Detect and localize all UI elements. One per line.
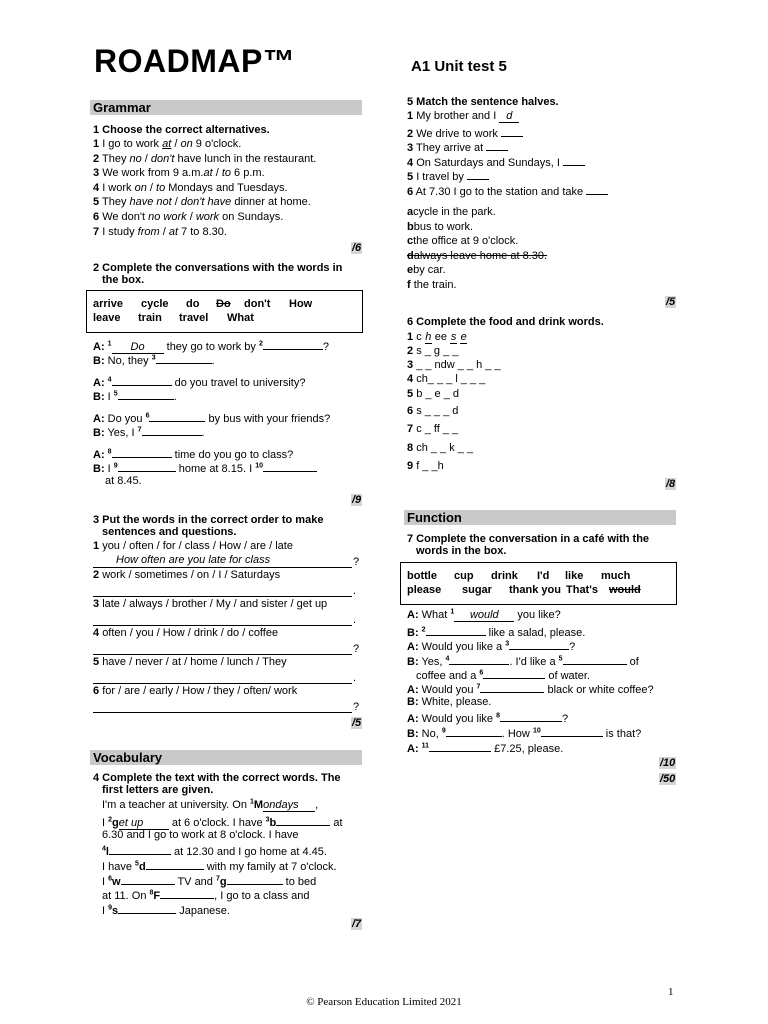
- ex5-answer-blank[interactable]: d: [499, 111, 519, 123]
- ex4-instruction-2: first letters are given.: [102, 784, 214, 796]
- answer-line: [93, 712, 352, 713]
- box-word: would: [609, 584, 641, 596]
- ex3-instruction-1: 3 Put the words in the correct order to make: [93, 514, 324, 526]
- ex7-line-6: A: Would you $^7$ black or white coffee?: [407, 681, 654, 697]
- answer-line: [93, 625, 352, 626]
- ex3-end-punct: ?: [353, 701, 360, 713]
- ex7-line-4: B: Yes, $^4$ . I'd like a $^5$ of: [407, 653, 639, 669]
- ex6-item: 6 s _ _ _ d: [407, 405, 459, 417]
- ex1-option-b[interactable]: work: [195, 211, 220, 223]
- answer-line: [93, 654, 352, 655]
- ex3-item: 6 for / are / early / How / they / often/ work: [93, 685, 298, 697]
- grammar-header: Grammar: [90, 100, 362, 115]
- ex3-end-punct: .: [353, 614, 357, 626]
- ex3-end-punct: ?: [353, 643, 360, 655]
- ex7-instruction-1: 7 Complete the conversation in a café with the: [407, 533, 650, 545]
- ex1-option-a[interactable]: at: [203, 167, 213, 180]
- ex5-item: 5 I travel by: [407, 168, 489, 184]
- answer-line: [93, 567, 352, 568]
- ex1-item: 1 I go to work at / on 9 o'clock.: [93, 138, 242, 150]
- ex3-end-punct: ?: [353, 556, 360, 568]
- ex7-line-1: A: What $^1$ would you like?: [407, 608, 561, 621]
- ex3-end-punct: .: [353, 672, 357, 684]
- ex6-item: 8 ch _ _ k _ _: [407, 442, 474, 454]
- ex7-line-10: A: $^{11}$ £7.25, please.: [407, 740, 563, 756]
- ex1-option-a[interactable]: on: [134, 181, 147, 194]
- ex4-line-1: I'm a teacher at university. On $^1$Mondays ,: [102, 798, 319, 811]
- ex2-instruction-2: the box.: [102, 274, 145, 286]
- ex5-option: eby car.: [407, 264, 446, 277]
- ex3-instruction-2: sentences and questions.: [102, 526, 237, 538]
- ex2-a1: A: $^1$ Do they go to work by $^2$ ?: [93, 338, 329, 354]
- function-header: Function: [404, 510, 676, 525]
- ex3-end-punct: .: [353, 585, 357, 597]
- ex7-line-2: B: $^2$ like a salad, please.: [407, 624, 585, 640]
- box-word: train: [138, 312, 162, 324]
- ex5-answer-blank[interactable]: [501, 125, 523, 137]
- vocabulary-header: Vocabulary: [90, 750, 362, 765]
- ex2-answer-1: Do: [112, 342, 164, 354]
- box-word: much: [601, 570, 631, 582]
- box-word: cup: [454, 570, 474, 582]
- ex1-option-b[interactable]: to: [156, 181, 166, 194]
- ex5-item: 2 We drive to work: [407, 125, 523, 141]
- ex7-line-5: coffee and a $^6$ of water.: [416, 667, 590, 683]
- ex5-item: 1 My brother and I d: [407, 110, 519, 123]
- ex3-item: 4 often / you / How / drink / do / coffee: [93, 627, 279, 639]
- ex2-a4: A: $^8$ time do you go to class?: [93, 446, 293, 462]
- ex4-line-6: I $^6$w TV and $^7$g to bed: [102, 873, 316, 889]
- ex7-line-9: B: No, $^9$ . How $^{10}$ is that?: [407, 725, 641, 741]
- ex7-instruction-2: words in the box.: [416, 545, 507, 557]
- ex2-word-box: [86, 290, 363, 333]
- ex6-item: 3 _ _ ndw _ _ h _ _: [407, 359, 501, 371]
- page-number: 1: [668, 986, 674, 998]
- ex1-option-a[interactable]: from: [137, 225, 160, 238]
- box-word: please: [407, 584, 442, 596]
- ex5-option: bbus to work.: [407, 220, 474, 233]
- ex4-instruction-1: 4 Complete the text with the correct words. The: [93, 772, 341, 784]
- ex2-b3: B: Yes, I $^7$ .: [93, 424, 205, 440]
- answer-line: [93, 683, 352, 684]
- ex5-option: dalways leave home at 8.30.: [407, 249, 548, 262]
- ex4-score: /7: [352, 918, 362, 930]
- ex3-item: 1 you / often / for / class / How / are / late: [93, 540, 293, 552]
- box-word: like: [565, 570, 584, 582]
- ex2-score: /9: [352, 494, 362, 506]
- box-word: I'd: [537, 570, 550, 582]
- ex6-score: /8: [666, 478, 676, 490]
- ex2-b4-cont: at 8.45.: [105, 475, 142, 487]
- ex1-item: 3 We work from 9 a.m.at / to 6 p.m.: [93, 167, 265, 180]
- ex1-option-a[interactable]: no: [129, 152, 142, 165]
- ex4-line-7: at 11. On $^8$F , I go to a class and: [102, 887, 310, 903]
- ex5-answer-blank[interactable]: [486, 139, 508, 151]
- ex5-option: f the train.: [407, 279, 457, 291]
- ex7-line-7: B: White, please.: [407, 696, 492, 708]
- ex4-line-3: 6.30 and I go to work at 8 o'clock. I have: [102, 829, 299, 841]
- ex1-option-b[interactable]: don't have: [180, 196, 232, 209]
- ex1-item: 7 I study from / at 7 to 8.30.: [93, 225, 227, 238]
- ex5-item: 4 On Saturdays and Sundays, I: [407, 154, 585, 170]
- ex4-line-2: I $^2$get up at 6 o'clock. I have $^3$b at: [102, 814, 343, 830]
- box-word: arrive: [93, 298, 123, 310]
- ex1-option-b[interactable]: to: [221, 167, 231, 180]
- test-title: A1 Unit test 5: [411, 58, 507, 75]
- box-word: thank you: [509, 584, 561, 596]
- ex7-line-3: A: Would you like a $^3$ ?: [407, 638, 575, 654]
- ex6-item: 2 s _ g _ _: [407, 345, 459, 357]
- box-word: That's: [566, 584, 598, 596]
- ex2-b2: B: I $^5$ .: [93, 388, 177, 404]
- ex1-option-a[interactable]: have not: [129, 196, 172, 209]
- ex6-item: 5 b _ e _ d: [407, 388, 460, 400]
- ex1-option-b[interactable]: on: [180, 138, 193, 150]
- ex3-item: 5 have / never / at / home / lunch / They: [93, 656, 287, 668]
- ex5-score: /5: [666, 296, 676, 308]
- ex6-instruction: 6 Complete the food and drink words.: [407, 316, 604, 328]
- ex7-score: /10: [660, 757, 676, 769]
- ex5-item: 6 At 7.30 I go to the station and take: [407, 183, 608, 199]
- ex1-option-b[interactable]: at: [168, 225, 179, 238]
- ex5-answer-blank[interactable]: [563, 154, 585, 166]
- ex2-b1: B: No, they $^3$ .: [93, 352, 215, 368]
- ex1-item: 2 They no / don't have lunch in the restaurant.: [93, 152, 317, 165]
- ex2-b4: B: I $^9$ home at 8.15. I $^{10}$: [93, 460, 317, 476]
- ex1-instruction: 1 Choose the correct alternatives.: [93, 124, 270, 136]
- total-score: /50: [660, 773, 676, 785]
- box-word: cycle: [141, 298, 169, 310]
- ex5-answer-blank[interactable]: [586, 183, 608, 195]
- ex6-item-1: 1 c h ee s e: [407, 331, 467, 343]
- ex5-answer-blank[interactable]: [467, 168, 489, 180]
- ex7-word-box: [400, 562, 677, 605]
- box-word: What: [227, 312, 254, 324]
- ex1-option-a[interactable]: at: [162, 138, 172, 150]
- ex6-item: 9 f _ _h: [407, 460, 444, 472]
- ex3-item: 3 late / always / brother / My / and sister / get up: [93, 598, 328, 610]
- ex7-answer-1: would: [454, 610, 514, 622]
- ex2-a2: A: $^4$ do you travel to university?: [93, 374, 305, 390]
- ex1-item: 5 They have not / don't have dinner at home.: [93, 196, 311, 209]
- ex1-option-a[interactable]: no work: [148, 211, 187, 223]
- box-word: Do: [216, 298, 231, 310]
- ex3-answer: How often are you late for class: [116, 554, 271, 566]
- ex5-item: 3 They arrive at: [407, 139, 508, 155]
- ex3-score: /5: [352, 717, 362, 729]
- logo: ROADMAP™: [94, 43, 296, 79]
- box-word: travel: [179, 312, 209, 324]
- ex6-item: 4 ch_ _ _ l _ _ _: [407, 373, 486, 385]
- ex4-line-8: I $^9$s Japanese.: [102, 902, 230, 918]
- box-word: don't: [244, 298, 271, 310]
- ex1-item: 4 I work on / to Mondays and Tuesdays.: [93, 181, 288, 194]
- box-word: bottle: [407, 570, 437, 582]
- box-word: How: [289, 298, 313, 310]
- box-word: sugar: [462, 584, 492, 596]
- ex1-item: 6 We don't no work / work on Sundays.: [93, 211, 284, 223]
- ex5-option: acycle in the park.: [407, 206, 496, 218]
- ex6-item: 7 c _ ff _ _: [407, 423, 459, 435]
- answer-line: [93, 596, 352, 597]
- ex7-line-8: A: Would you like $^8$ ?: [407, 710, 568, 726]
- ex1-score: /6: [352, 242, 362, 254]
- box-word: leave: [93, 312, 121, 324]
- ex5-option: cthe office at 9 o'clock.: [407, 235, 519, 248]
- ex2-instruction-1: 2 Complete the conversations with the words in: [93, 262, 343, 274]
- ex4-line-4: $^4$l at 12.30 and I go home at 4.45.: [102, 843, 327, 859]
- ex1-option-b[interactable]: don't: [150, 152, 175, 165]
- ex4-line-5: I have $^5$d with my family at 7 o'clock.: [102, 858, 337, 874]
- copyright: © Pearson Education Limited 2021: [306, 996, 462, 1008]
- ex5-instruction: 5 Match the sentence halves.: [407, 96, 559, 108]
- box-word: do: [186, 298, 200, 310]
- ex3-item: 2 work / sometimes / on / I / Saturdays: [93, 569, 281, 581]
- box-word: drink: [491, 570, 518, 582]
- ex2-a3: A: Do you $^6$ by bus with your friends?: [93, 410, 330, 426]
